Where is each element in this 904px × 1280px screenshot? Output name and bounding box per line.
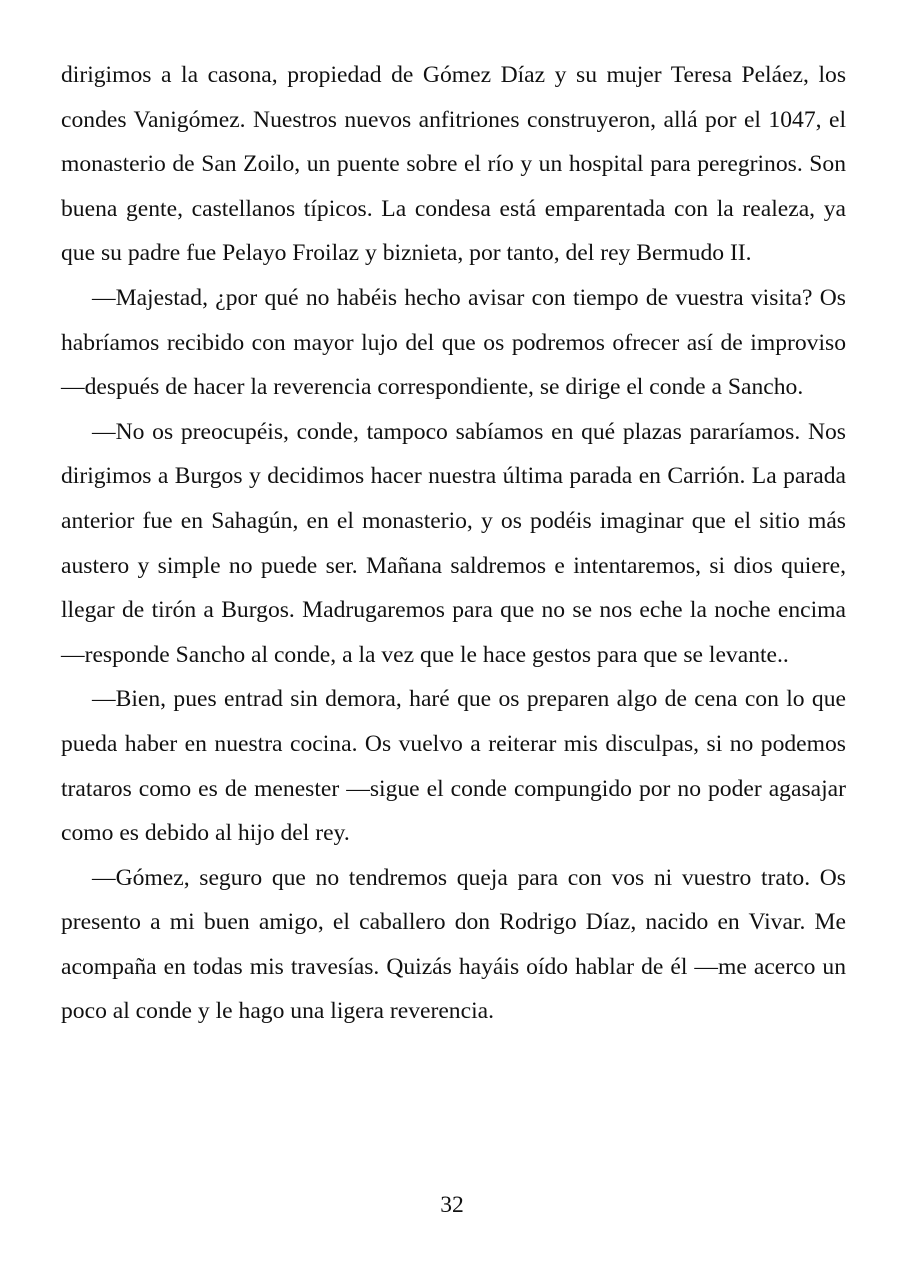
paragraph-dialogue-count: —Majestad, ¿por qué no habéis hecho avisar con tiempo de vuestra visita? Os habríamos recibido con mayor lujo del que os podremos ofrecer así de improviso —después de hacer la reverencia correspondiente, se dirige el conde a Sancho. — [61, 284, 846, 401]
paragraph-dialogue-sancho: —No os preocupéis, conde, tampoco sabíamos en qué plazas pararíamos. Nos dirigimos a Burgos y decidimos hacer nuestra última parada en Carrión. La parada anterior fue en Sahagún, en el monasterio, y os podéis imaginar que el sitio más austero y simple no puede ser. Mañana saldremos e intentaremos, si dios quiere, llegar de tirón a Burgos. Madrugaremos para que no se nos eche la noche encima —responde Sancho al conde, a la vez que le hace gestos para que se levante.. — [61, 418, 846, 668]
page-body — [61, 53, 846, 1034]
paragraph-continuation: dirigimos a la casona, propiedad de Gómez Díaz y su mujer Teresa Peláez, los condes Vanigómez. Nuestros nuevos anfitriones construyeron, allá por el 1047, el monasterio de San Zoilo, un puente sobre el río y un hospital para peregrinos. Son buena gente, castellanos típicos. La condesa está emparentada con la realeza, ya que su padre fue Pelayo Froilaz y biznieta, por tanto, del rey Bermudo II. — [61, 62, 846, 267]
page-number: 32 — [440, 1192, 464, 1218]
paragraph-dialogue-gomez: —Gómez, seguro que no tendremos queja para con vos ni vuestro trato. Os presento a mi buen amigo, el caballero don Rodrigo Díaz, nacido en Vivar. Me acompaña en todas mis travesías. Quizás hayáis oído hablar de él —me acerco un poco al conde y le hago una ligera reverencia. — [61, 864, 846, 1025]
paragraph-dialogue-count-reply: —Bien, pues entrad sin demora, haré que os preparen algo de cena con lo que pueda haber en nuestra cocina. Os vuelvo a reiterar mis disculpas, si no podemos trataros como es de menester —sigue el conde compungido por no poder agasajar como es debido al hijo del rey. — [61, 686, 846, 847]
